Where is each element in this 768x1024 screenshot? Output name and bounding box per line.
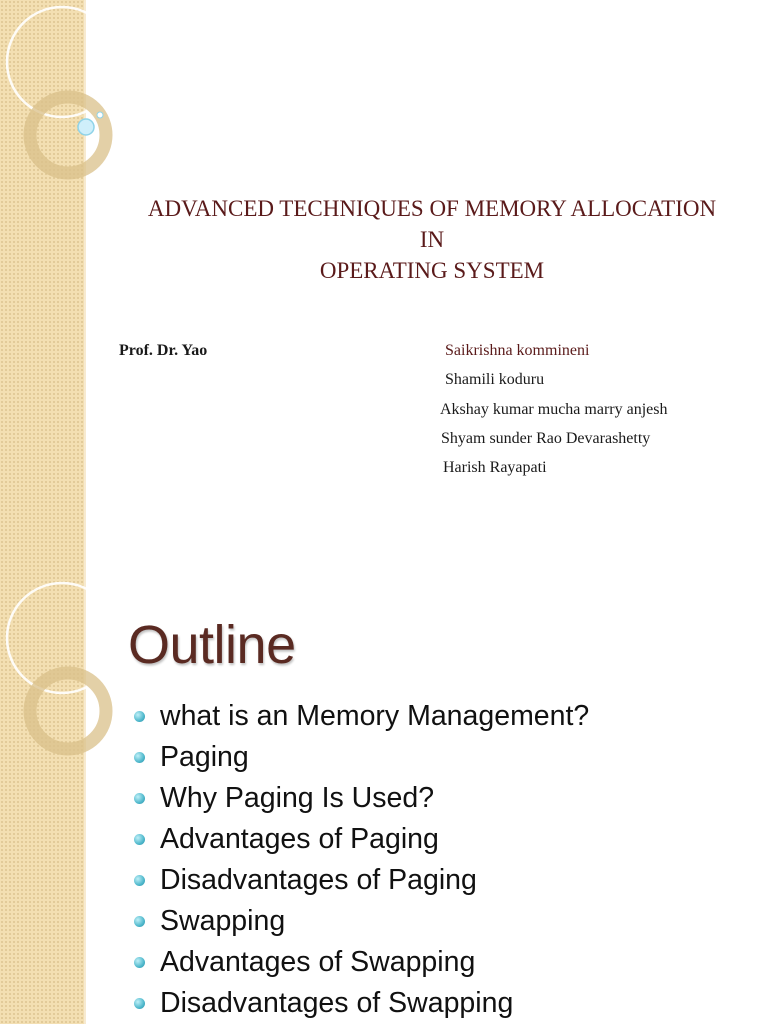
outline-item-text: Disadvantages of Paging <box>160 864 477 896</box>
outline-item <box>134 901 589 942</box>
ring-thick <box>30 97 106 173</box>
outline-item-text: Advantages of Paging <box>160 823 439 855</box>
outline-item-text: what is an Memory Management? <box>160 700 590 732</box>
bullet-icon <box>134 998 145 1009</box>
outline-item <box>134 778 589 819</box>
ring-thick <box>30 673 106 749</box>
outline-item <box>134 819 589 860</box>
author-3: Akshay kumar mucha marry anjesh <box>440 401 668 418</box>
ring-decoration <box>0 576 130 776</box>
outline-slide <box>0 576 768 1024</box>
author-5: Harish Rayapati <box>443 459 547 476</box>
bullet-icon <box>134 711 145 722</box>
slide-title <box>100 193 764 286</box>
outline-item <box>134 942 589 983</box>
outline-item <box>134 696 589 737</box>
outline-item-text: Disadvantages of Swapping <box>160 987 514 1019</box>
outline-item-text: Why Paging Is Used? <box>160 782 435 814</box>
outline-item <box>134 983 589 1024</box>
bullet-icon <box>134 957 145 968</box>
outline-title: Outline <box>128 615 296 675</box>
bullet-icon <box>134 793 145 804</box>
bubble-large <box>78 119 94 135</box>
bubble-small <box>97 112 103 118</box>
author-2: Shamili koduru <box>445 371 545 388</box>
author-1: Saikrishna kommineni <box>445 342 590 359</box>
outline-item-text: Paging <box>160 741 249 773</box>
bullet-icon <box>134 916 145 927</box>
title-line-3: OPERATING SYSTEM <box>319 258 545 283</box>
title-line-1: ADVANCED TECHNIQUES OF MEMORY ALLOCATION <box>147 196 717 221</box>
bullet-icon <box>134 752 145 763</box>
outline-item <box>134 737 589 778</box>
ring-decoration <box>0 0 130 200</box>
outline-list <box>134 696 589 1024</box>
outline-item <box>134 860 589 901</box>
outline-item-text: Advantages of Swapping <box>160 946 476 978</box>
bullet-icon <box>134 875 145 886</box>
outline-item-text: Swapping <box>160 905 286 937</box>
author-4: Shyam sunder Rao Devarashetty <box>441 430 651 447</box>
title-line-2: IN <box>419 227 445 252</box>
professor-name: Prof. Dr. Yao <box>119 342 208 359</box>
bullet-icon <box>134 834 145 845</box>
